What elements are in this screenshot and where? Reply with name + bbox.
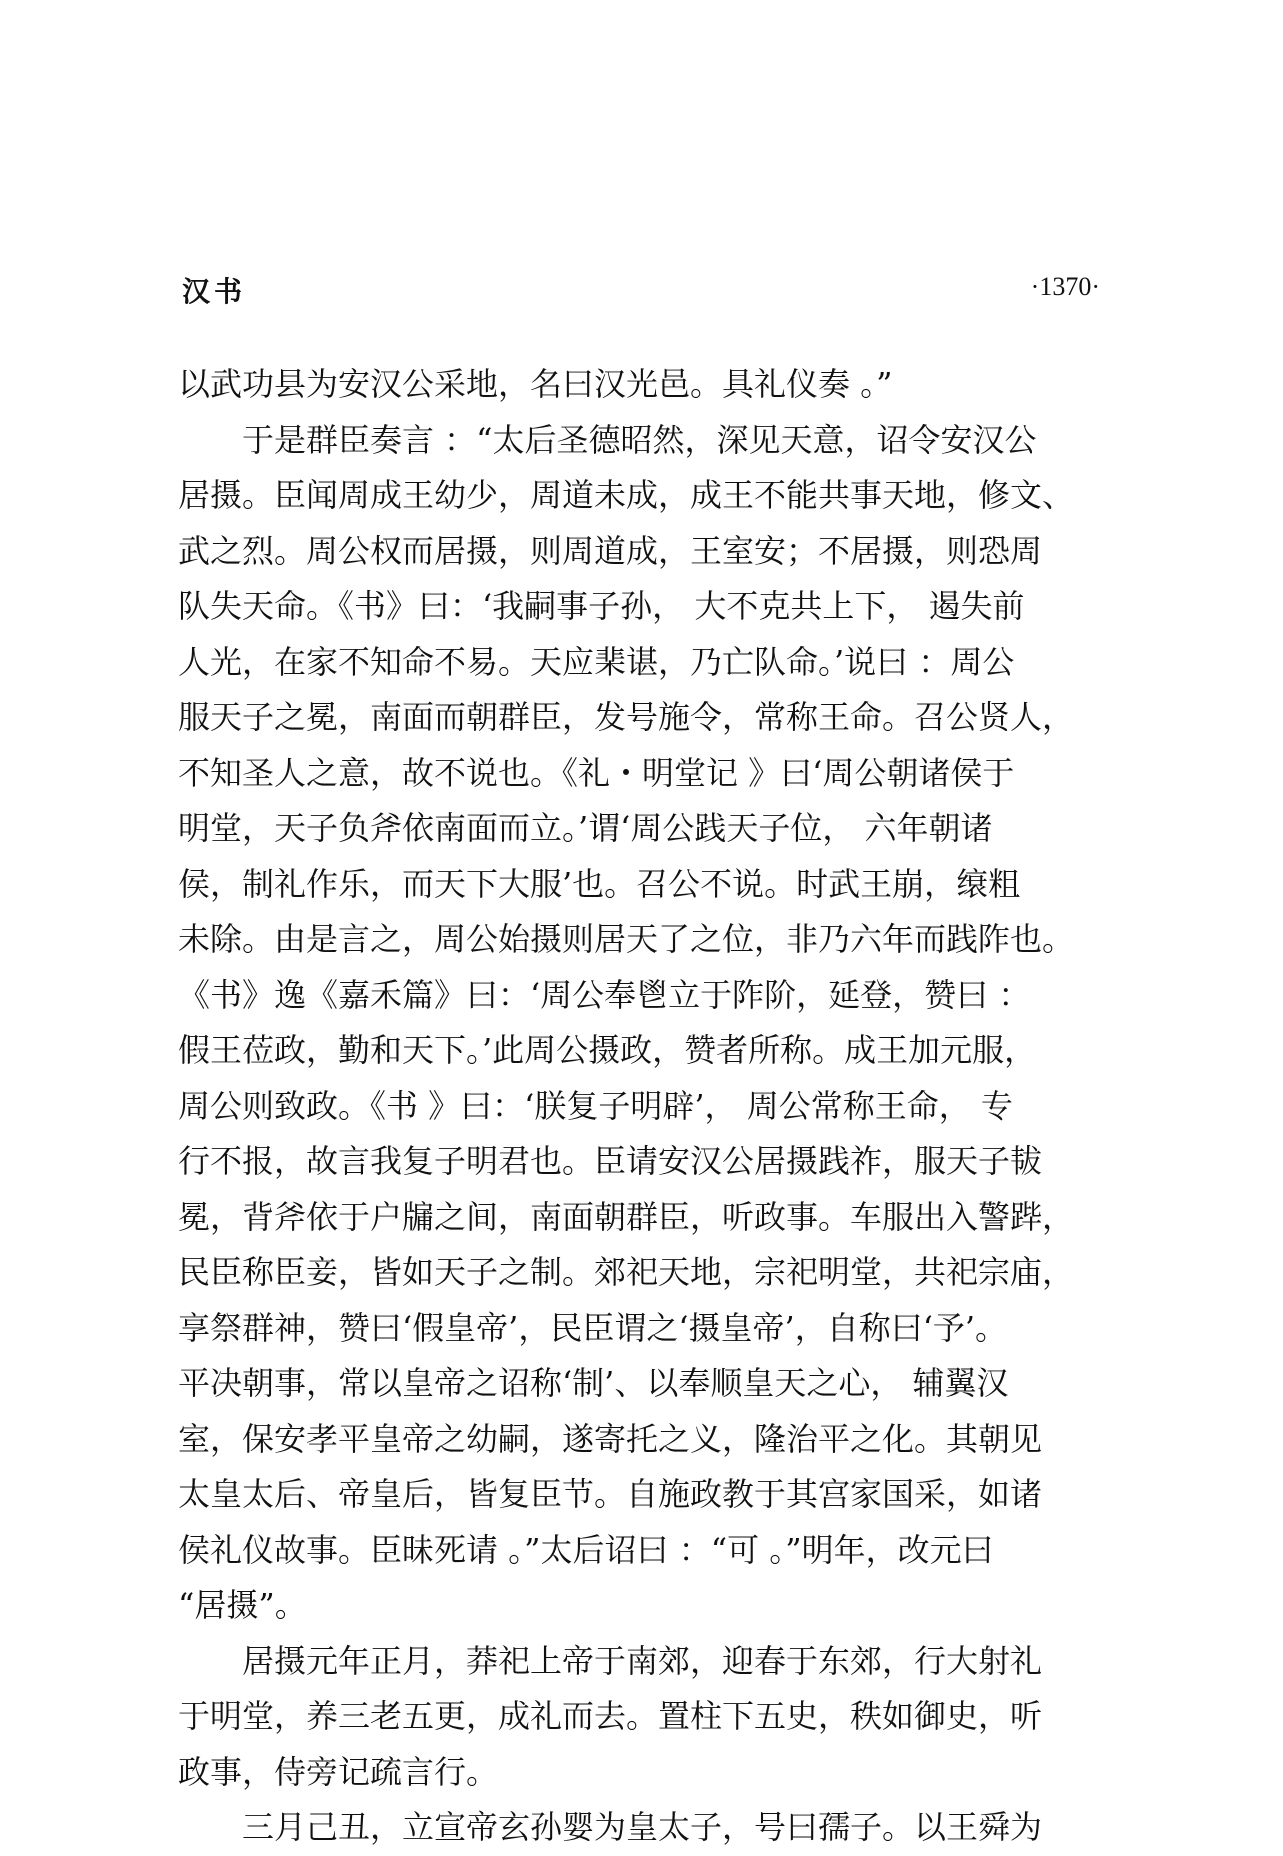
- text-line: 冕，背斧依于户牖之间，南面朝群臣，听政事。车服出入警跸，: [178, 1197, 1075, 1236]
- text-line: 太皇太后、帝皇后，皆复臣节。自施政教于其宫家国采，如诸: [178, 1475, 1043, 1513]
- text-line: 侯礼仪故事。臣昧死请 。”太后诏曰 ：“可 。”明年，改元曰: [178, 1530, 994, 1569]
- body-text: [178, 357, 1118, 1856]
- text-line: 未除。由是言之，周公始摄则居天了之位，非乃六年而践阼也。: [178, 920, 1075, 958]
- book-title: 汉书: [182, 275, 247, 308]
- text-line: 不知圣人之意，故不说也。《礼・明堂记 》曰‘周公朝诸侯于: [178, 753, 1015, 792]
- text-line: 室，保安孝平皇帝之幼嗣，遂寄托之义，隆治平之化。其朝见: [178, 1419, 1043, 1458]
- text-line: 政事，侍旁记疏言行。: [178, 1752, 499, 1791]
- text-line: 民臣称臣妾，皆如天子之制。郊祀天地，宗祀明堂，共祀宗庙，: [178, 1253, 1075, 1291]
- text-line: 行不报，故言我复子明君也。臣请安汉公居摄践祚，服天子韨: [178, 1142, 1043, 1180]
- text-line: 三月己丑，立宣帝玄孙婴为皇太子，号曰孺子。以王舜为: [242, 1808, 1043, 1846]
- text-line: 侯，制礼作乐，而天下大服’也。召公不说。时武王崩，缞粗: [178, 864, 1021, 903]
- text-line: 服天子之冕，南面而朝群臣，发号施令，常称王命。召公贤人，: [178, 698, 1075, 736]
- text-line: 享祭群神，赞曰‘假皇帝’，民臣谓之‘摄皇帝’，自称曰‘予’。: [178, 1308, 1008, 1347]
- text-line: 人光，在家不知命不易。天应棐谌，乃亡队命。’说曰 ：周公: [178, 642, 1015, 681]
- text-line: 于明堂，养三老五更，成礼而去。置柱下五史，秩如御史，听: [178, 1697, 1043, 1735]
- text-line: 平决朝事，常以皇帝之诏称‘制’、以奉顺皇天之心， 辅翼汉: [178, 1364, 1009, 1402]
- text-line: 明堂，天子负斧依南面而立。’谓‘周公践天子位， 六年朝诸: [178, 809, 993, 847]
- text-line: 以武功县为安汉公采地，名曰汉光邑。具礼仪奏 。”: [178, 365, 893, 403]
- text-line: 居摄元年正月，莽祀上帝于南郊，迎春于东郊，行大射礼: [242, 1641, 1043, 1680]
- text-line: 于是群臣奏言 ：“太后圣德昭然，深见天意，诏令安汉公: [242, 420, 1037, 459]
- text-line: “居摄”。: [178, 1586, 307, 1624]
- text-line: 《书》逸《嘉禾篇》曰：‘周公奉鬯立于阼阶，延登，赞曰 ：: [178, 975, 1031, 1014]
- text-line: 居摄。臣闻周成王幼少，周道未成，成王不能共事天地，修文、: [178, 476, 1075, 514]
- page-number: ·1370·: [1030, 272, 1100, 301]
- text-line: 队失天命。《书》曰：‘我嗣事子孙， 大不克共上下， 遏失前: [178, 587, 1025, 625]
- text-line: 周公则致政。《书 》曰：‘朕复子明辟’， 周公常称王命， 专: [178, 1086, 1013, 1125]
- text-line: 武之烈。周公权而居摄，则周道成，王室安；不居摄，则恐周: [178, 531, 1043, 570]
- text-line: 假王莅政，勤和天下。’此周公摄政，赞者所称。成王加元服，: [178, 1031, 1037, 1069]
- running-header: [182, 270, 1100, 310]
